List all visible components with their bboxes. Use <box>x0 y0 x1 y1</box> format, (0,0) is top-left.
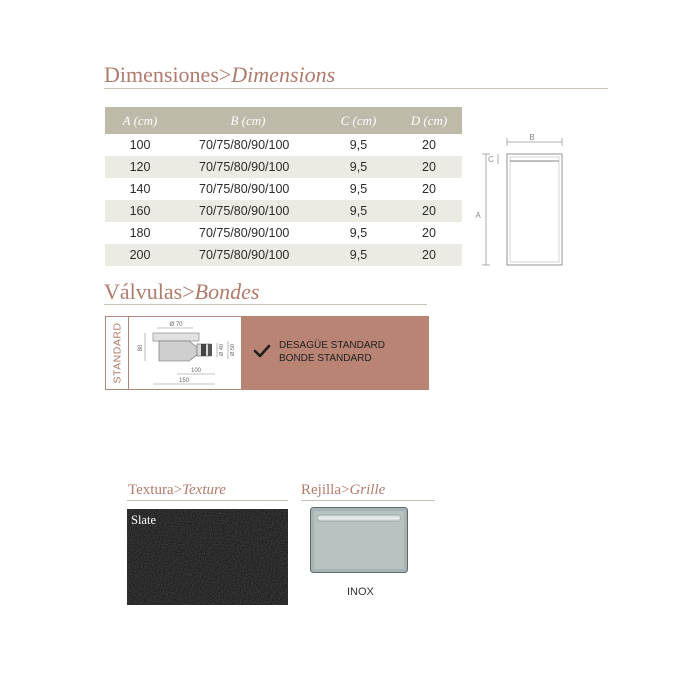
cell-a: 140 <box>129 182 151 196</box>
cell-d: 20 <box>422 182 436 196</box>
table-row <box>105 222 462 244</box>
cell-d: 20 <box>422 226 436 240</box>
valves-title <box>104 281 259 303</box>
slate-texture-swatch <box>127 509 288 605</box>
cell-c: 9,5 <box>321 156 396 178</box>
dimensions-table <box>105 107 462 266</box>
valve-text <box>279 339 385 365</box>
valve-name-fr: BONDE STANDARD <box>279 353 372 364</box>
cell-a: 160 <box>105 200 175 222</box>
cell-d: 20 <box>422 138 436 152</box>
c-label: C <box>488 155 494 164</box>
cell-b: 70/75/80/90/100 <box>175 200 321 222</box>
header-a: A (cm) <box>105 107 175 134</box>
cell-c: 9,5 <box>349 138 368 152</box>
header-b: B (cm) <box>175 107 321 134</box>
table-row <box>105 200 462 222</box>
drain-outlet-ring <box>201 344 206 356</box>
a-label: A <box>475 211 481 220</box>
drain-drawing-svg <box>129 317 241 389</box>
header-c: C (cm) <box>321 107 396 134</box>
cell-a: 100 <box>129 138 151 152</box>
cell-b: 70/75/80/90/100 <box>175 156 321 178</box>
cell-b: 70/75/80/90/100 <box>199 226 290 240</box>
valves-title-es: Válvulas> <box>104 279 195 304</box>
drain-flange <box>153 333 199 341</box>
cell-d: 20 <box>396 244 462 266</box>
b-label: B <box>529 133 535 142</box>
tray-outline <box>507 154 562 265</box>
cell-a: 180 <box>129 226 151 240</box>
dimensions-title-en: Dimensions <box>231 62 336 87</box>
grille-title <box>301 483 385 498</box>
checkmark-icon <box>253 343 271 359</box>
cell-d: 20 <box>396 156 462 178</box>
valve-option-standard <box>105 316 429 390</box>
texture-title-es: Textura> <box>128 482 183 498</box>
valve-technical-drawing <box>129 317 242 389</box>
grille-title-en: Grille <box>349 482 386 498</box>
table-row <box>105 134 462 156</box>
cell-d: 20 <box>396 200 462 222</box>
valves-divider <box>104 304 427 305</box>
texture-title-en: Texture <box>182 482 226 498</box>
tray-inner-outline <box>510 157 559 262</box>
header-d: D (cm) <box>396 107 462 134</box>
grille-divider <box>301 500 435 501</box>
valves-title-en: Bondes <box>194 279 260 304</box>
dim-w100-label: 100 <box>190 368 202 374</box>
dim-w150-label: 150 <box>178 378 190 384</box>
table-header-row <box>105 107 462 134</box>
tray-dimension-diagram <box>470 132 580 272</box>
cell-c: 9,5 <box>321 200 396 222</box>
cell-a: 120 <box>105 156 175 178</box>
drain-outlet-ring-2 <box>208 344 212 356</box>
dimensions-divider <box>104 88 608 89</box>
cell-b: 70/75/80/90/100 <box>199 138 290 152</box>
dim-d50-label: Ø 50 <box>230 344 236 356</box>
valve-side-label <box>106 317 129 389</box>
drain-body <box>159 341 197 361</box>
dimensions-title-es: Dimensiones> <box>104 62 232 87</box>
dim-d70-label: Ø 70 <box>169 322 183 328</box>
valve-info-panel <box>241 317 428 389</box>
table-row <box>105 156 462 178</box>
cell-c: 9,5 <box>321 244 396 266</box>
standard-label: STANDARD <box>111 322 124 384</box>
texture-divider <box>127 500 288 501</box>
dimensions-title <box>104 64 335 86</box>
valve-name-es: DESAGÜE STANDARD <box>279 340 385 351</box>
dim-d40-label: Ø 40 <box>219 344 225 356</box>
texture-title <box>128 483 226 498</box>
cell-c: 9,5 <box>349 182 368 196</box>
inox-grille-swatch <box>310 507 408 573</box>
texture-name: Slate <box>131 513 156 527</box>
table-row <box>105 244 462 266</box>
cell-b: 70/75/80/90/100 <box>199 182 290 196</box>
grille-name: INOX <box>347 586 374 598</box>
table-row <box>105 178 462 200</box>
cell-c: 9,5 <box>349 226 368 240</box>
grille-title-es: Rejilla> <box>301 482 350 498</box>
dim-h80-label: 80 <box>138 344 144 352</box>
cell-b: 70/75/80/90/100 <box>175 244 321 266</box>
cell-a: 200 <box>105 244 175 266</box>
